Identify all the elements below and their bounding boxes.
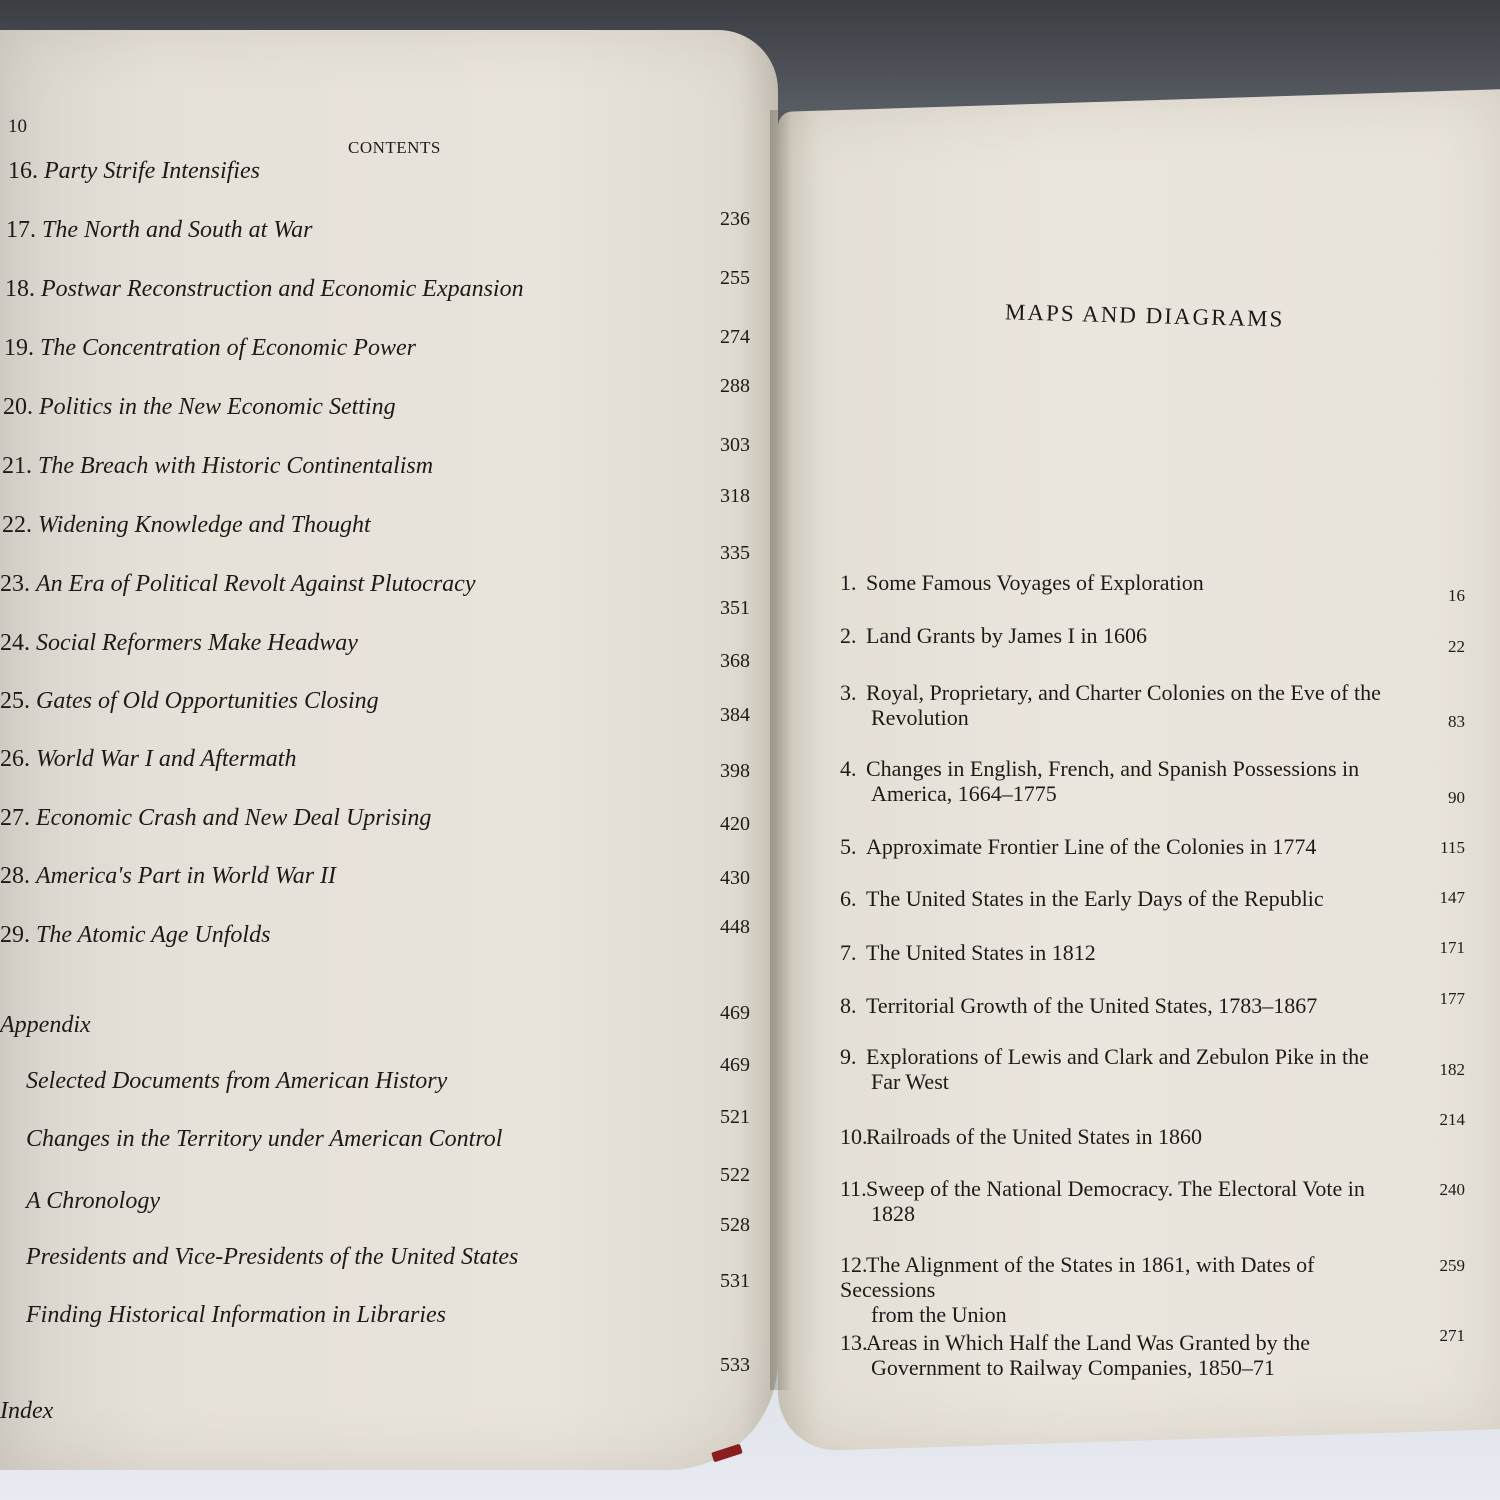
- toc-page: 318: [720, 485, 750, 507]
- toc-entry: [0, 1164, 750, 1228]
- toc-title: Presidents and Vice-Presidents of the United States: [26, 1244, 519, 1270]
- maps-heading: MAPS AND DIAGRAMS: [1004, 299, 1285, 332]
- toc-page: 522: [720, 1164, 750, 1186]
- toc-page: 335: [720, 542, 750, 564]
- toc-page: 521: [720, 1106, 750, 1128]
- toc-entry: [0, 1106, 750, 1166]
- toc-title: Politics in the New Economic Setting: [39, 394, 396, 420]
- toc-title: Social Reformers Make Headway: [36, 630, 358, 656]
- toc-entry: 18. Postwar Reconstruction and Economic Expansion 274: [5, 276, 750, 348]
- toc-page: 528: [720, 1214, 750, 1236]
- toc-title: Postwar Reconstruction and Economic Expansion: [41, 276, 524, 302]
- toc-title: The Concentration of Economic Power: [40, 335, 416, 361]
- toc-entry-appendix: [0, 1002, 750, 1052]
- map-page: 16: [1448, 586, 1465, 605]
- toc-title: Finding Historical Information in Libraries: [26, 1302, 447, 1328]
- toc-page: 448: [720, 916, 750, 938]
- map-page: 182: [1439, 1060, 1465, 1079]
- map-title: The United States in the Early Days of the Republic: [866, 886, 1324, 911]
- map-page: 271: [1439, 1326, 1465, 1345]
- toc-entry: 28. America's Part in World War II 430: [0, 863, 750, 889]
- toc-page: 255: [720, 267, 750, 289]
- toc-entry: 21. The Breach with Historic Continentalism 318: [2, 453, 750, 507]
- toc-page: 351: [720, 597, 750, 619]
- toc-page: 469: [720, 1054, 750, 1076]
- map-title: Land Grants by James I in 1606: [866, 623, 1148, 648]
- toc-title: Gates of Old Opportunities Closing: [36, 688, 379, 714]
- toc-page: 533: [720, 1354, 750, 1376]
- toc-page: 274: [720, 326, 750, 348]
- toc-title: World War I and Aftermath: [36, 746, 297, 772]
- toc-title: America's Part in World War II: [36, 863, 337, 889]
- map-page: 259: [1439, 1256, 1465, 1275]
- toc-entry: 20. Politics in the New Economic Setting 303: [3, 394, 750, 456]
- toc-entry: [0, 1214, 750, 1284]
- running-head: CONTENTS: [348, 138, 441, 157]
- toc-page: 420: [720, 813, 750, 835]
- toc-entry: [0, 1054, 750, 1108]
- toc-entry: 27. Economic Crash and New Deal Uprising 420: [0, 805, 750, 835]
- toc-page: 430: [720, 867, 750, 889]
- toc-page: 236: [720, 208, 750, 230]
- toc-entry: 29. The Atomic Age Unfolds 448: [0, 916, 750, 948]
- map-title: Sweep of the National Democracy. The Electoral Vote in: [866, 1176, 1365, 1201]
- gutter-shadow: [770, 110, 792, 1390]
- map-title: Explorations of Lewis and Clark and Zebulon Pike in the: [866, 1044, 1369, 1069]
- toc-entry: [0, 1270, 750, 1342]
- toc-title: An Era of Political Revolt Against Plutocracy: [36, 571, 476, 597]
- map-page: 22: [1448, 637, 1465, 656]
- map-page: 147: [1439, 888, 1465, 907]
- toc-page: 384: [720, 704, 750, 726]
- toc-title: The Breach with Historic Continentalism: [38, 453, 434, 479]
- toc-title: Index: [0, 1398, 54, 1424]
- toc-entry: 23. An Era of Political Revolt Against Plutocracy 351: [0, 571, 750, 619]
- toc-title: Selected Documents from American History: [26, 1068, 448, 1094]
- toc-title: The Atomic Age Unfolds: [36, 922, 271, 948]
- toc-entry: 25. Gates of Old Opportunities Closing 384: [0, 688, 750, 726]
- map-page: 83: [1448, 712, 1465, 731]
- toc-title: Economic Crash and New Deal Uprising: [36, 805, 432, 831]
- toc-page: 469: [720, 1002, 750, 1024]
- toc-title: Widening Knowledge and Thought: [38, 512, 371, 538]
- toc-page: 531: [720, 1270, 750, 1292]
- toc-entry: 19. The Concentration of Economic Power 288: [4, 335, 750, 397]
- toc-entry: 22. Widening Knowledge and Thought 335: [2, 512, 750, 564]
- toc-entry: 24. Social Reformers Make Headway 368: [0, 630, 750, 672]
- map-title: The United States in 1812: [866, 940, 1096, 965]
- toc-title: Appendix: [0, 1012, 91, 1038]
- toc-page: 288: [720, 375, 750, 397]
- toc-entry: 26. World War I and Aftermath 398: [0, 746, 750, 782]
- map-page: 171: [1439, 938, 1465, 957]
- map-title: Some Famous Voyages of Exploration: [866, 570, 1204, 595]
- toc-title: A Chronology: [26, 1188, 161, 1214]
- page-number: 10: [8, 116, 27, 137]
- map-title: Changes in English, French, and Spanish Possessions in: [866, 756, 1360, 781]
- map-title: Railroads of the United States in 1860: [866, 1124, 1203, 1149]
- map-title: The Alignment of the States in 1861, with Dates of Secessions: [840, 1252, 1315, 1302]
- map-title: Approximate Frontier Line of the Colonies in 1774: [866, 834, 1317, 859]
- toc-page: 303: [720, 434, 750, 456]
- toc-page: 368: [720, 650, 750, 672]
- map-title: Areas in Which Half the Land Was Granted by the: [866, 1330, 1310, 1355]
- map-title: Territorial Growth of the United States, 1783–1867: [866, 993, 1318, 1018]
- toc-page: 398: [720, 760, 750, 782]
- map-page: 177: [1439, 989, 1465, 1008]
- map-page: 115: [1440, 838, 1465, 857]
- toc-entry-index: [0, 1354, 750, 1438]
- toc-entry: 16. Party Strife Intensifies 236: [8, 158, 750, 230]
- toc-title: The North and South at War: [42, 217, 313, 243]
- toc-title: Party Strife Intensifies: [44, 158, 260, 184]
- map-title: Royal, Proprietary, and Charter Colonies on the Eve of the: [866, 680, 1381, 705]
- toc-title: Changes in the Territory under American Control: [26, 1126, 503, 1152]
- map-page: 214: [1439, 1110, 1465, 1129]
- map-page: 90: [1448, 788, 1465, 807]
- map-page: 240: [1439, 1180, 1465, 1199]
- toc-entry: 17. The North and South at War 255: [6, 217, 750, 289]
